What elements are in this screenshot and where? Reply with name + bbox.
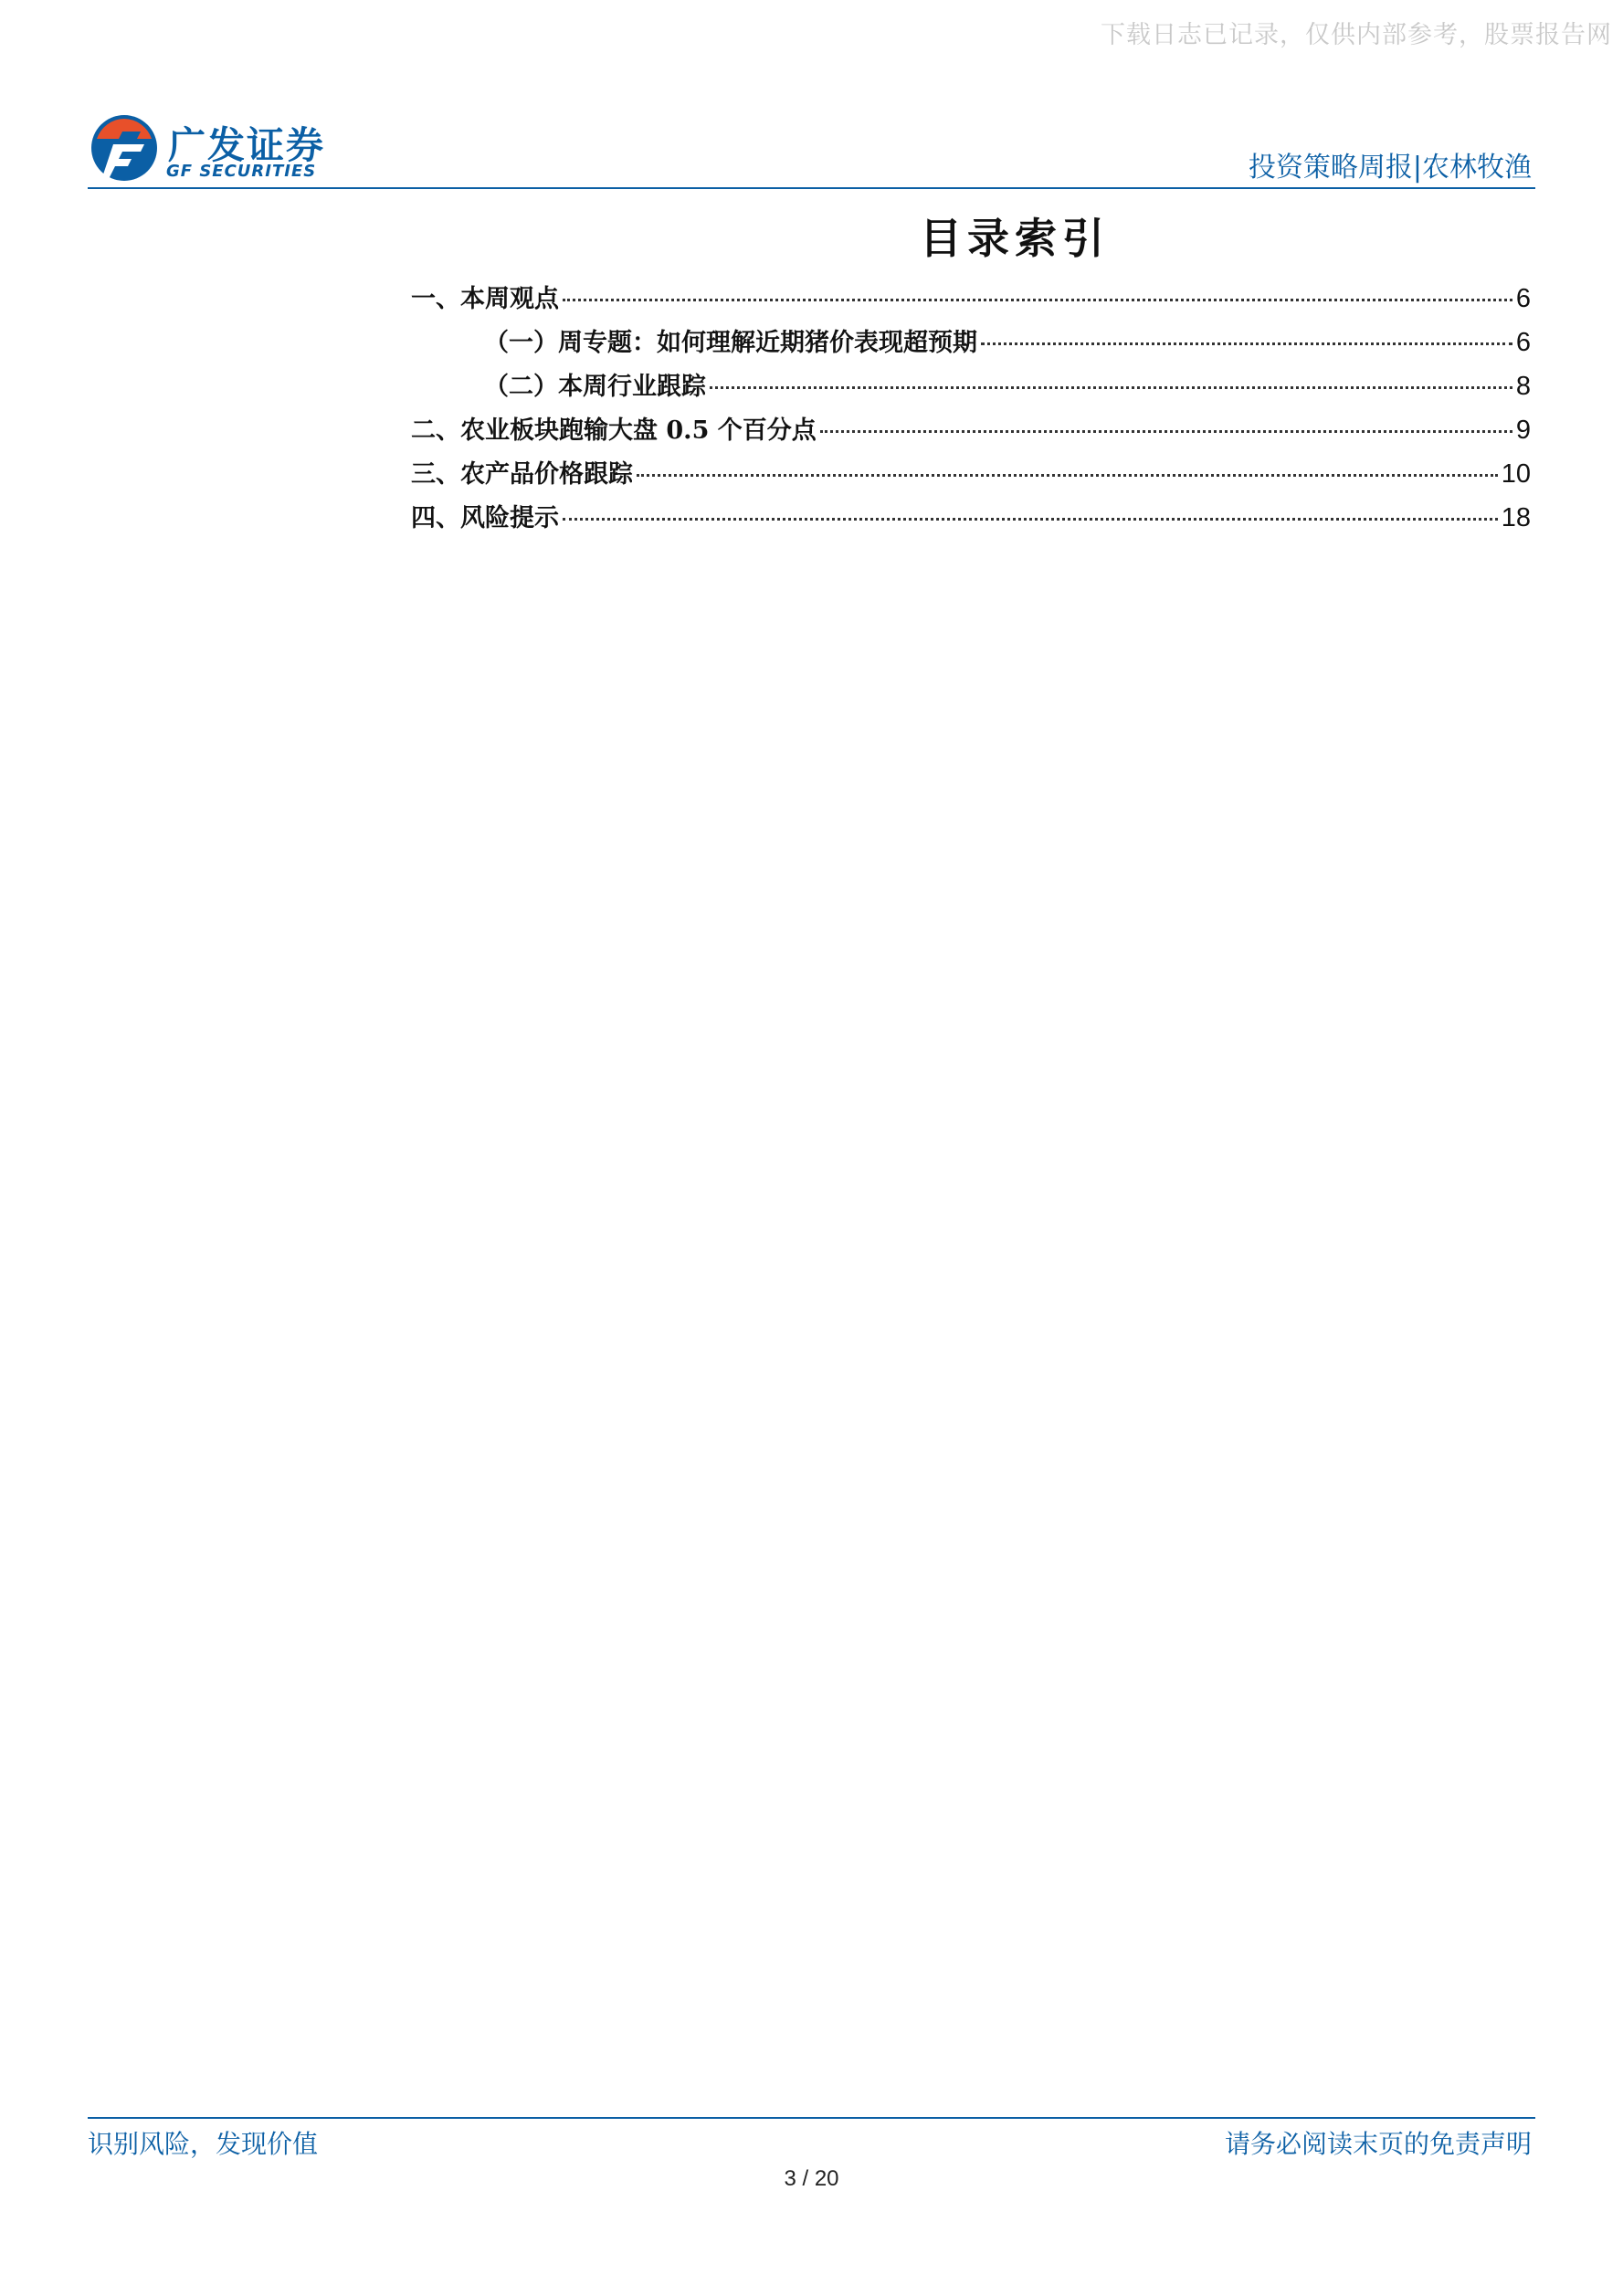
toc-item-label: 四、风险提示 (411, 504, 559, 532)
page-number: 3 / 20 (784, 2166, 839, 2191)
footer-disclaimer-note: 请务必阅读末页的免责声明 (1224, 2129, 1532, 2159)
toc-leader-dots (710, 386, 1512, 389)
gf-logo-icon (88, 111, 161, 184)
toc-item-page: 9 (1515, 416, 1531, 445)
toc-item-label: 二、农业板块跑输大盘 0.5 个百分点 (411, 416, 817, 445)
toc-item-page: 6 (1515, 328, 1531, 357)
toc-leader-dots (981, 342, 1512, 345)
toc-leader-dots (563, 299, 1512, 301)
toc-item[interactable] (411, 322, 1531, 366)
gf-securities-logo (88, 111, 353, 184)
report-category: 投资策略周报|农林牧渔 (1248, 152, 1532, 184)
toc-item-page: 18 (1501, 503, 1531, 532)
toc-item[interactable] (411, 279, 1531, 322)
toc-item[interactable] (411, 454, 1531, 498)
toc-leader-dots (637, 474, 1498, 477)
logo-text-en: GF SECURITIES (166, 162, 317, 181)
header-divider (88, 187, 1535, 189)
toc-item-page: 6 (1515, 284, 1531, 313)
toc-item-label: 三、农产品价格跟踪 (411, 460, 633, 489)
toc-item-label: （二）本周行业跟踪 (484, 373, 706, 401)
toc-item[interactable] (411, 366, 1531, 410)
toc-leader-dots (563, 518, 1498, 521)
footer-slogan: 识别风险，发现价值 (88, 2129, 319, 2159)
toc-item[interactable] (411, 498, 1531, 542)
watermark-text: 下载日志已记录，仅供内部参考，股票报告网 (1101, 21, 1612, 49)
toc-title: 目录索引 (920, 214, 1110, 263)
table-of-contents (411, 279, 1531, 542)
toc-item-page: 8 (1515, 372, 1531, 401)
footer-divider (88, 2117, 1535, 2119)
toc-item-label: 一、本周观点 (411, 285, 559, 313)
toc-item-page: 10 (1501, 459, 1531, 489)
logo-text-cn: 广发证券 (168, 123, 325, 167)
toc-item[interactable] (411, 410, 1531, 454)
toc-leader-dots (820, 430, 1512, 433)
toc-item-label: （一）周专题：如何理解近期猪价表现超预期 (484, 329, 977, 357)
